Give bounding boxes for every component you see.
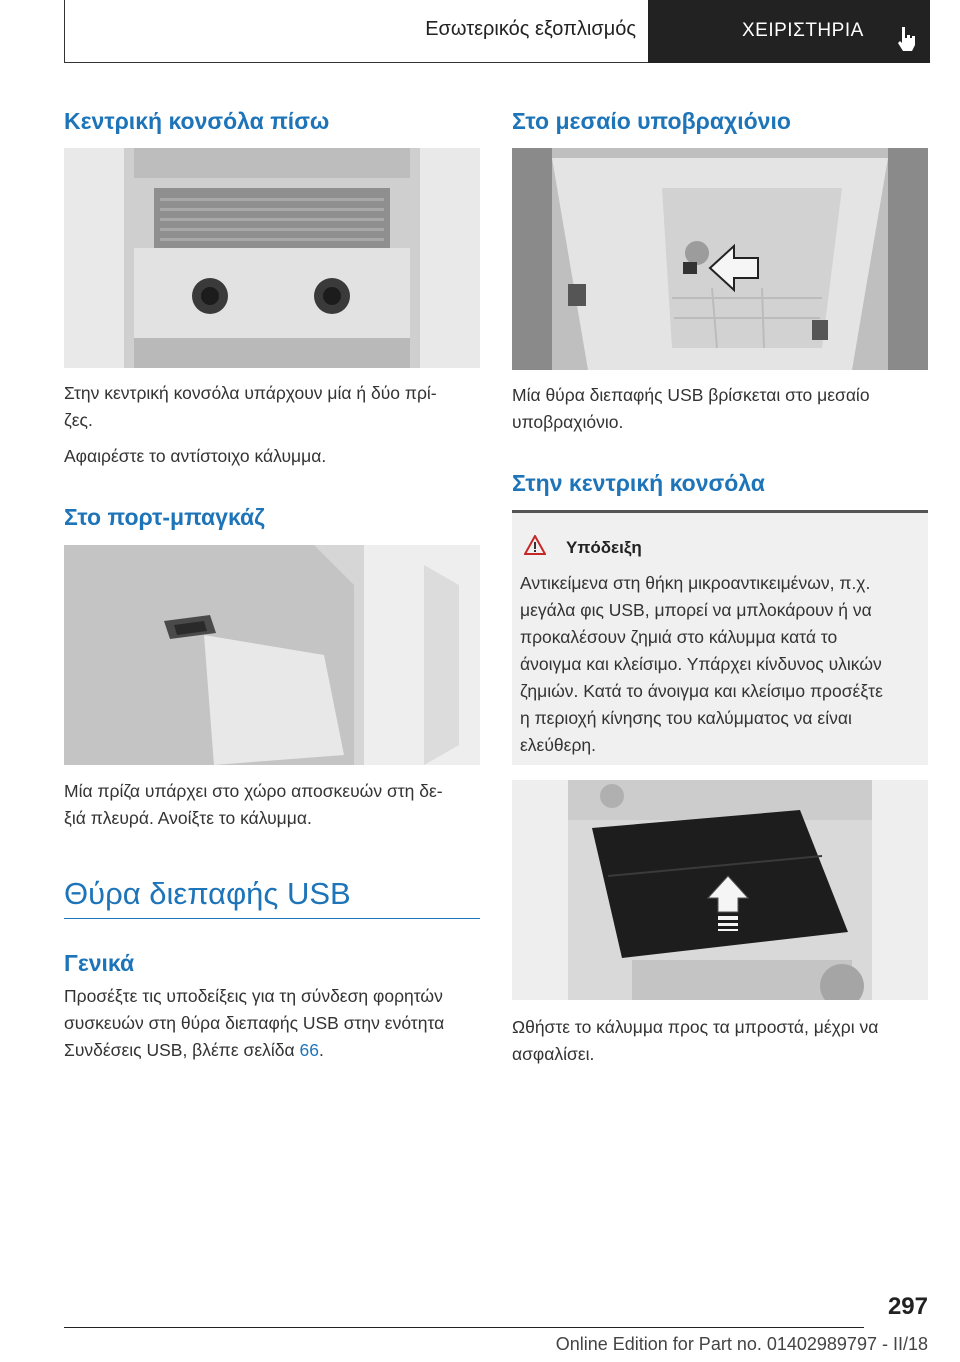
usb-general-text-suffix: .	[318, 1040, 324, 1060]
rear-console-photo	[64, 148, 480, 368]
header-section-title: Εσωτερικός εξοπλισμός	[425, 18, 636, 40]
center-armrest-photo	[512, 148, 928, 370]
center-armrest-text-line-1: Μία θύρα διεπαφής USB βρίσκεται στο μεσαίο	[512, 385, 870, 405]
center-armrest-title: Στο μεσαίο υποβραχιόνιο	[512, 108, 791, 134]
usb-general-text-prefix: Συνδέσεις USB, βλέπε σελίδα	[64, 1040, 300, 1060]
header-chapter-label: ΧΕΙΡΙΣΤΗΡΙΑ	[742, 20, 864, 41]
notice-title: Υπόδειξη	[566, 538, 642, 557]
page-number: 297	[887, 1293, 928, 1320]
notice-line-6: η περιοχή κίνησης του καλύμματος να είναι	[520, 708, 852, 728]
center-console-photo	[512, 780, 928, 1000]
luggage-text-line-2: ξιά πλευρά. Ανοίξτε το κάλυμμα.	[64, 808, 312, 828]
usb-section-rule	[64, 918, 480, 919]
center-console-text-line-2: ασφαλίσει.	[512, 1044, 595, 1064]
footer-edition: Online Edition for Part no. 01402989797 - II/18	[555, 1334, 928, 1354]
notice-line-5: ζημιών. Κατά το άνοιγμα και κλείσιμο προσέξτε	[520, 681, 883, 701]
luggage-text-line-1: Μία πρίζα υπάρχει στο χώρο αποσκευών στη δε-	[64, 781, 443, 801]
header-chapter-tab[interactable]	[648, 0, 930, 63]
rear-console-text-line-3: Αφαιρέστε το αντίστοιχο κάλυμμα.	[64, 446, 327, 466]
luggage-title: Στο πορτ-μπαγκάζ	[64, 504, 265, 530]
usb-general-text-line-1: Προσέξτε τις υποδείξεις για τη σύνδεση φορητών	[64, 986, 443, 1006]
luggage-photo	[64, 545, 480, 765]
notice-line-4: άνοιγμα και κλείσιμο. Υπάρχει κίνδυνος υλικών	[520, 654, 882, 674]
footer-rule	[64, 1327, 864, 1328]
hand-pointer-icon	[896, 26, 918, 52]
center-console-text-line-1: Ωθήστε το κάλυμμα προς τα μπροστά, μέχρι να	[512, 1017, 879, 1037]
notice-line-7: ελεύθερη.	[520, 735, 597, 755]
warning-triangle-icon	[524, 535, 546, 555]
usb-section-title: Θύρα διεπαφής USB	[64, 876, 351, 911]
center-console-title: Στην κεντρική κονσόλα	[512, 470, 765, 496]
center-armrest-text-line-2: υποβραχιόνιο.	[512, 412, 624, 432]
usb-general-text-line-2: συσκευών στη θύρα διεπαφής USB στην ενότητα	[64, 1013, 445, 1033]
usb-general-text-line-3	[64, 1037, 480, 1064]
notice-line-2: μεγάλα φις USB, μπορεί να μπλοκάρουν ή να	[520, 600, 872, 620]
page-66-link[interactable]: 66	[299, 1040, 319, 1060]
usb-general-subtitle: Γενικά	[64, 950, 135, 976]
notice-line-1: Αντικείμενα στη θήκη μικροαντικειμένων, π.χ.	[520, 573, 871, 593]
rear-console-text-line-1: Στην κεντρική κονσόλα υπάρχουν μία ή δύο πρί-	[64, 383, 437, 403]
notice-box	[512, 510, 928, 765]
rear-console-text-line-2: ζες.	[64, 410, 93, 430]
notice-line-3: προκαλέσουν ζημιά στο κάλυμμα κατά το	[520, 627, 838, 647]
header-divider-bottom	[64, 62, 648, 63]
rear-console-title: Κεντρική κονσόλα πίσω	[64, 108, 330, 134]
